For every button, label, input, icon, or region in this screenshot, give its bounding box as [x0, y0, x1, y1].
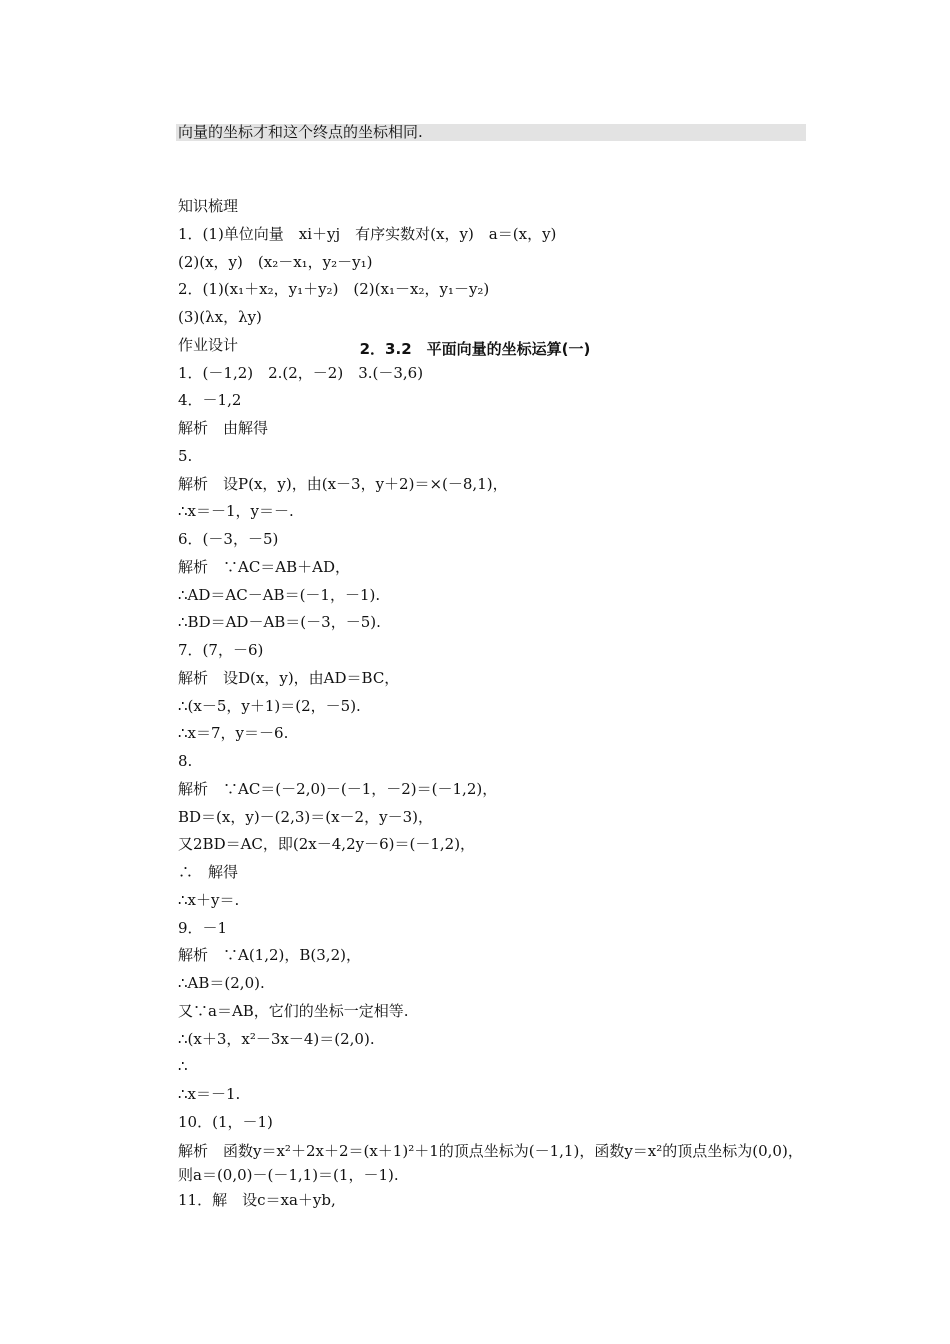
- text-line: 解析 由解得: [178, 419, 269, 437]
- text-line: 解析 设D(x，y)，由AD＝BC，: [178, 668, 400, 687]
- text-line: (3)(λx，λy): [178, 308, 262, 326]
- text-line: ∴x＝－1.: [178, 1085, 241, 1103]
- text-line: ∴BD＝AD－AB＝(－3，－5).: [178, 613, 381, 632]
- text-line: 4．－1,2: [178, 391, 242, 410]
- text-line: 又2BD＝AC，即(2x－4,2y－6)＝(－1,2)，: [178, 835, 476, 854]
- text-line: ∴x＝7，y＝－6.: [178, 724, 289, 743]
- header-continuation-line: 向量的坐标才和这个终点的坐标相同.: [176, 124, 806, 141]
- text-line: 6．(－3，－5): [178, 530, 279, 548]
- text-line: 1．(－1,2) 2.(2，－2) 3.(－3,6): [178, 363, 424, 382]
- text-line: 2．(1)(x₁＋x₂，y₁＋y₂) (2)(x₁－x₂，y₁－y₂): [178, 280, 490, 299]
- text-line: 解析 ∵A(1,2)，B(3,2)，: [178, 946, 361, 965]
- text-line: 1．(1)单位向量 xi＋yj 有序实数对(x，y) a＝(x，y): [178, 224, 557, 243]
- text-line: ∴x＋y＝.: [178, 890, 240, 909]
- text-line: BD＝(x，y)－(2,3)＝(x－2，y－3)，: [178, 807, 433, 826]
- section-title: 2．3.2 平面向量的坐标运算(一): [359, 340, 591, 358]
- text-line: 10．(1，－1): [178, 1112, 273, 1131]
- text-line: ∴ 解得: [178, 863, 239, 881]
- text-line: ∴(x＋3，x²－3x－4)＝(2,0).: [178, 1029, 375, 1048]
- text-line: 7．(7，－6): [178, 641, 264, 659]
- text-line: ∴AD＝AC－AB＝(－1，－1).: [178, 585, 381, 604]
- text-line: 解析 ∵AC＝AB＋AD，: [178, 557, 351, 576]
- text-line: ∴x＝－1，y＝－.: [178, 502, 294, 521]
- text-line: ∴AB＝(2,0).: [178, 974, 265, 992]
- text-line: 作业设计: [178, 335, 239, 354]
- text-line: (2)(x，y) (x₂－x₁，y₂－y₁): [178, 252, 373, 271]
- text-line: ∴: [178, 1057, 188, 1076]
- answer-body: [178, 193, 808, 1214]
- text-line: 解析 设P(x，y)，由(x－3，y＋2)＝×(－8,1)，: [178, 474, 508, 493]
- text-line: 5.: [178, 446, 193, 465]
- text-line: 9．－1: [178, 918, 228, 937]
- text-line: 解析 ∵AC＝(－2,0)－(－1，－2)＝(－1,2)，: [178, 779, 498, 798]
- text-line: 8.: [178, 752, 193, 770]
- text-line: ∴(x－5，y＋1)＝(2，－5).: [178, 696, 361, 715]
- text-line: 知识梳理: [178, 197, 239, 215]
- wrapped-paragraph: 解析 函数y＝x²＋2x＋2＝(x＋1)²＋1的顶点坐标为(－1,1)，函数y＝x²的顶点坐标为(0,0)，则a＝(0,0)－(－1,1)＝(1，－1).: [178, 1141, 803, 1184]
- text-line: 11．解 设c＝xa＋yb,: [178, 1190, 336, 1209]
- text-line: 又∵a＝AB，它们的坐标一定相等.: [178, 1001, 409, 1020]
